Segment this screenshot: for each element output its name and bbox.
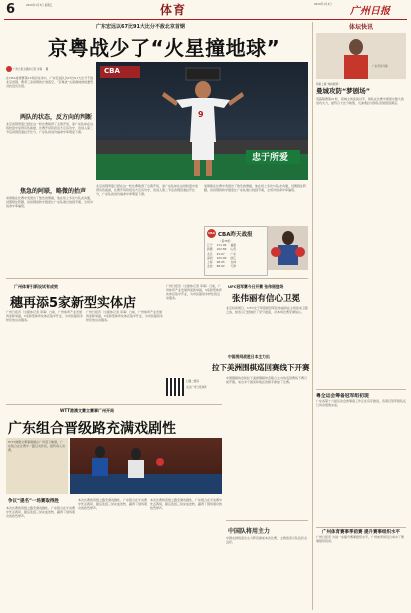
divider (6, 278, 308, 279)
jersey-number: 9 (198, 110, 204, 119)
lead-subhead-1: 两队的状态，反方向的判断 (20, 114, 93, 121)
lead-byline: 广州日报全媒体记者 李海 摄 (6, 66, 94, 72)
lead-photo (96, 62, 308, 180)
table-row: 深圳 105:99 浙江 (207, 255, 237, 260)
lead-body-col2: 北京首钢男篮已经在这一轮比赛取得了全胜开局，而广东队却在这场较量中显得有些疲惫，比赛开局阶段双方互有攻守，但进入第二节后首钢迅速拉开比分，广东队的进攻端命中率明显下滑。 (96, 184, 199, 196)
tt-headline: 广东组合晋级路充满戏剧性 (8, 421, 176, 437)
lead-subhead-2: 焦急的阿联，略微的抬声 (20, 188, 87, 195)
header-rule (4, 19, 407, 20)
divider (6, 404, 222, 405)
qr-code-icon[interactable] (166, 378, 184, 396)
lead-intro: 在CBA常规赛第21轮的对决中，广东宏远队以67比91大比分不敌北京首钢，赛季三杀首钢的计划落空，“京粤战”火星撞地球的激烈对抗没有出现。 (6, 76, 94, 88)
volley-headline: 中国队将用主力 (228, 528, 271, 535)
divider (316, 389, 406, 390)
table-row: 北京 91:67 广东 (207, 251, 237, 256)
stores-body-col3: 广州日报讯（全媒体记者 李海）日前，广州体育产业发展再迎新举措，5家新型体育实体店集中开业，为市民提供多样化的运动服务。 (166, 284, 222, 300)
results-table (205, 243, 238, 268)
qr-title: 扫描二维码 (186, 380, 199, 383)
tt-sidebar: WTT港澳文赛事刚刚在广州落下帷幕，广东组合在比赛中一路过关斩将，最终闯入决赛。 (6, 438, 68, 494)
right-kicker: 周星上演“单挑救赎” (316, 83, 340, 86)
tt-body-col3: 本次比赛的晋级之路充满戏剧性，广东组合在半决赛中先丢两局，随后连扳三局完成逆转，赢得了现场观众的热烈掌声。 (150, 498, 222, 510)
right-item2-body: 广东省第十六届运动会的筹备工作正在有序推进，各项目冠军组队伍已初步组建完成。 (316, 398, 406, 407)
table-row: 新疆 102:86 山西 (207, 247, 237, 252)
lead-kicker: 广东宏远以67比91大比分不敌北京首钢 (96, 24, 185, 30)
cba-logo-icon: CBA (207, 229, 216, 238)
table-row: 北控 88:92 天津 (207, 264, 237, 269)
table-row: 辽宁 111:98 福建 (207, 243, 237, 248)
right-item3-headline: 广州体育赛事季前赛 提升赛事组织水平 (321, 530, 401, 536)
right-item2-headline: 粤全运会筹备冠军组初现 (316, 393, 369, 399)
table-row: 上海 98:95 吉林 (207, 260, 237, 265)
right-photo (316, 33, 406, 79)
section-title: 体育 (160, 3, 187, 17)
stores-body-col2: 广州日报讯（全媒体记者 李海）日前，广州体育产业发展再迎新举措，5家新型体育实体店集中开业，为市民提供多样化的运动服务。 (86, 310, 163, 322)
go-body: 中国围棋协会和拉下美洲围棋协会联合主办的巡回赛线下赛日前开幕，来自多个国家和地区的棋手参加了比赛。 (226, 376, 308, 384)
ufc-headline: 张伟丽有信心卫冕 (232, 294, 301, 304)
lead-body-2: 易建联在比赛中表现出了焦急的情绪，他在场上多次与队友沟通，试图稳住阵脚，但首钢的防守强度让广东队难以找到节奏，全场外线命中率偏低。 (6, 196, 94, 208)
cba-results-box (204, 226, 268, 276)
right-column (316, 22, 406, 575)
lead-headline: 京粤战少了“火星撞地球” (48, 36, 281, 60)
go-headline: 拉下美洲围棋巡回赛线下开赛 (212, 363, 310, 372)
lead-body-1: 北京首钢男篮已经在这一轮比赛取得了全胜开局，而广东队却在这场较量中显得有些疲惫，比赛开局阶段双方互有攻守，但进入第二节后首钢迅速拉开比分，广东队的进攻端命中率明显下滑。 (6, 122, 94, 134)
issue-date: 2020年1月3日 (314, 3, 332, 6)
results-round: （第35轮） (219, 240, 233, 243)
qr-block (166, 378, 222, 400)
ufc-kicker: UFC冠军赛今日开赛 张伟丽登场 (228, 284, 284, 289)
right-headline: 曼城攻防“梦剧场” (316, 87, 371, 96)
tt-body-col2: 本次比赛的晋级之路充满戏剧性，广东组合在半决赛中先丢两局，随后连扳三局完成逆转，赢得了现场观众的热烈掌声。 (78, 498, 148, 510)
tt-subhead: 争议“提名”一场赛取得胜 (8, 499, 59, 504)
column-divider (312, 22, 313, 610)
page-number: 6 (6, 2, 16, 17)
court-slogan: 忠于所爱 (252, 153, 289, 163)
stores-body-col1: 广州日报讯（全媒体记者 李海）日前，广州体育产业发展再迎新举措，5家新型体育实体店集中开业，为市民提供多样化的运动服务。 (6, 310, 83, 322)
divider (316, 527, 406, 528)
newspaper-logo: 广州日报 (350, 6, 390, 17)
divider (226, 520, 308, 521)
ufc-body: 北京时间周日，UFC女子草量级冠军张伟丽将在主场迎来卫冕之战，她表示已经做好了充分准备，对本场比赛充满信心。 (226, 306, 308, 314)
tt-photo (70, 438, 222, 494)
stores-headline: 穗再添5家新型实体店 (10, 296, 137, 311)
right-body: 英超联赛第21轮，曼城主场迎战对手，球队在比赛中展现出强大的进攻火力，最终以大比分取胜，瓜迪奥拉对球队表现感到满意。 (316, 97, 404, 106)
tt-body-col1: 本次比赛的晋级之路充满戏剧性，广东组合在半决赛中先丢两局，随后连扳三局完成逆转，赢得了现场观众的热烈掌声。 (6, 506, 76, 518)
go-kicker: 中国男网战胜日本主力出 (228, 354, 270, 359)
tt-kicker: WTT港澳文赛立赛事广州开局 (60, 408, 114, 413)
right-photo-caption: 广东宏远外援 (372, 65, 388, 68)
results-title: CBA昨天战报 (218, 231, 253, 238)
cba-court-logo: CBA (104, 67, 120, 75)
volley-body: 中国女排将派出主力阵容参加本次比赛，主教练表示队伍状态良好。 (226, 536, 308, 544)
edition-meta: 2020年1月3日 星期五 (26, 4, 53, 7)
qr-caption: 关注广州日报体育 (186, 386, 207, 389)
boxer-photo (268, 226, 308, 270)
stores-kicker: 广州体育引新设试有成效 (14, 284, 58, 289)
right-item3-body: 广州日报讯 为进一步提升赛事组织水平，广州体育局近日举办了赛事组织培训。 (316, 535, 404, 544)
cba-mini-icon (6, 66, 12, 72)
lead-body-col3: 易建联在比赛中表现出了焦急的情绪，他在场上多次与队友沟通，试图稳住阵脚，但首钢的防守强度让广东队难以找到节奏，全场外线命中率偏低。 (204, 184, 307, 192)
right-column-title: 体坛快讯 (348, 24, 373, 31)
table-tennis-players-illustration (70, 438, 222, 494)
